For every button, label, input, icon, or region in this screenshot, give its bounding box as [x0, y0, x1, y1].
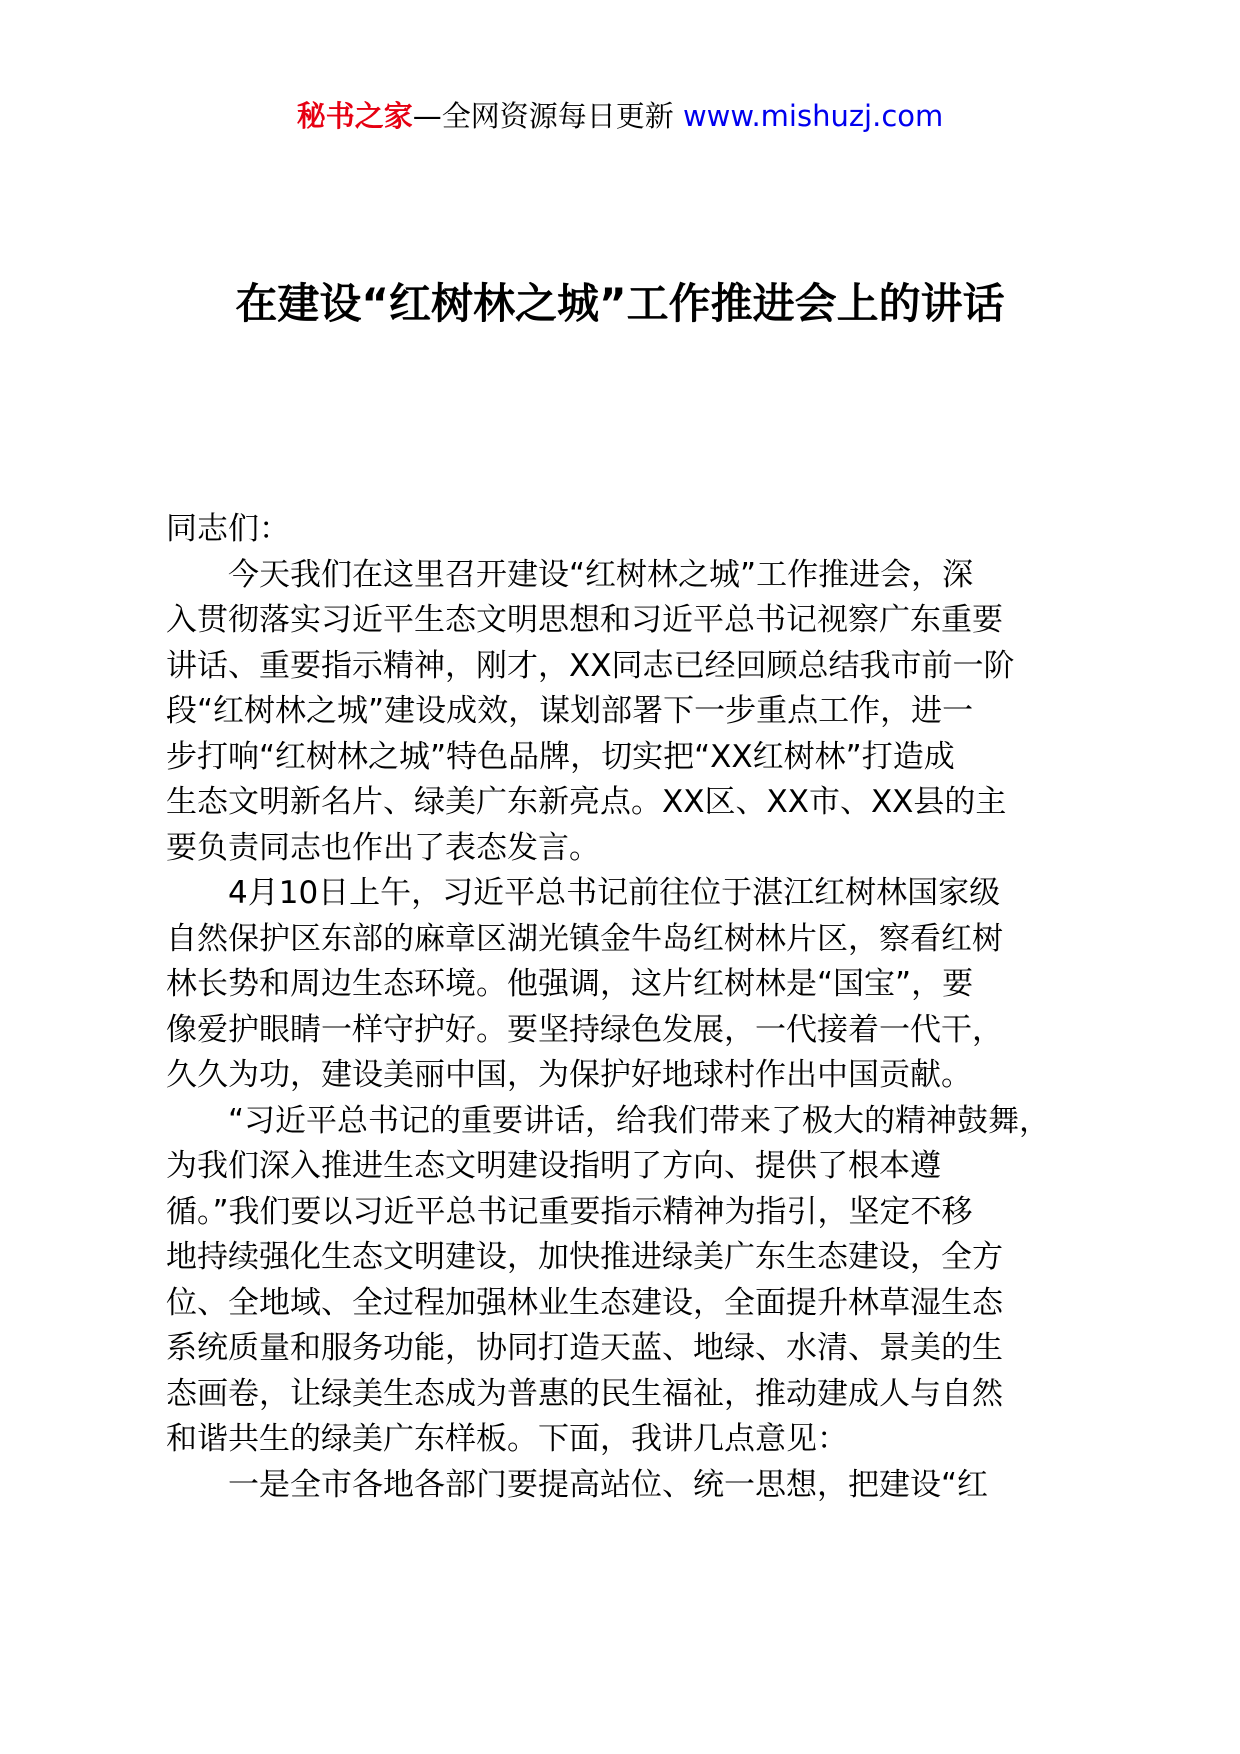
body-line: 林长势和周边生态环境。他强调，这片红树林是“国宝”，要	[166, 966, 974, 1002]
body-line: 步打响“红树林之城”特色品牌，切实把“XX红树林”打造成	[166, 738, 955, 775]
site-url-link[interactable]: www.mishuzj.com	[682, 99, 944, 133]
body-line: 入贯彻落实习近平生态文明思想和习近平总书记视察广东重要	[166, 602, 1003, 638]
body-line: “习近平总书记的重要讲话，给我们带来了极大的精神鼓舞，	[166, 1102, 1051, 1139]
body-line: 地持续强化生态文明建设，加快推进绿美广东生态建设，全方	[166, 1239, 1003, 1275]
brand-name: 秘书之家	[296, 99, 413, 133]
body-line: 今天我们在这里召开建设“红树林之城”工作推进会，深	[166, 556, 974, 593]
body-line: 自然保护区东部的麻章区湖光镇金牛岛红树林片区，察看红树	[166, 920, 1003, 957]
body-line: 久久为功，建设美丽中国，为保护好地球村作出中国贡献。	[166, 1057, 972, 1093]
body-line: 态画卷，让绿美生态成为普惠的民生福祉，推动建成人与自然	[166, 1375, 1003, 1412]
body-line: 一是全市各地各部门要提高站位、统一思想，把建设“红	[166, 1466, 989, 1503]
body-line: 循。”我们要以习近平总书记重要指示精神为指引，坚定不移	[166, 1193, 973, 1230]
body-line: 系统质量和服务功能，协同打造天蓝、地绿、水清、景美的生	[166, 1330, 1003, 1366]
body-line: 和谐共生的绿美广东样板。下面，我讲几点意见：	[166, 1421, 848, 1457]
body-line: 生态文明新名片、绿美广东新亮点。XX区、XX市、XX县的主	[166, 784, 1007, 820]
body-line: 4月10日上午，习近平总书记前往位于湛江红树林国家级	[166, 875, 1001, 911]
body-line: 位、全地域、全过程加强林业生态建设，全面提升林草湿生态	[166, 1284, 1003, 1321]
body-line: 段“红树林之城”建设成效，谋划部署下一步重点工作，进一	[166, 693, 974, 729]
body-line: 讲话、重要指示精神，刚才，XX同志已经回顾总结我市前一阶	[166, 647, 1015, 684]
document-title: 在建设“红树林之城”工作推进会上的讲话	[235, 279, 1005, 328]
site-header	[0, 96, 1240, 136]
document-body	[166, 507, 1086, 1508]
body-line: 像爱护眼睛一样守护好。要坚持绿色发展，一代接着一代干，	[166, 1011, 1003, 1048]
salutation-line: 同志们：	[166, 511, 290, 547]
body-line: 要负责同志也作出了表态发言。	[166, 829, 600, 866]
header-tagline: —全网资源每日更新	[412, 99, 674, 133]
body-line: 为我们深入推进生态文明建设指明了方向、提供了根本遵	[166, 1148, 941, 1184]
